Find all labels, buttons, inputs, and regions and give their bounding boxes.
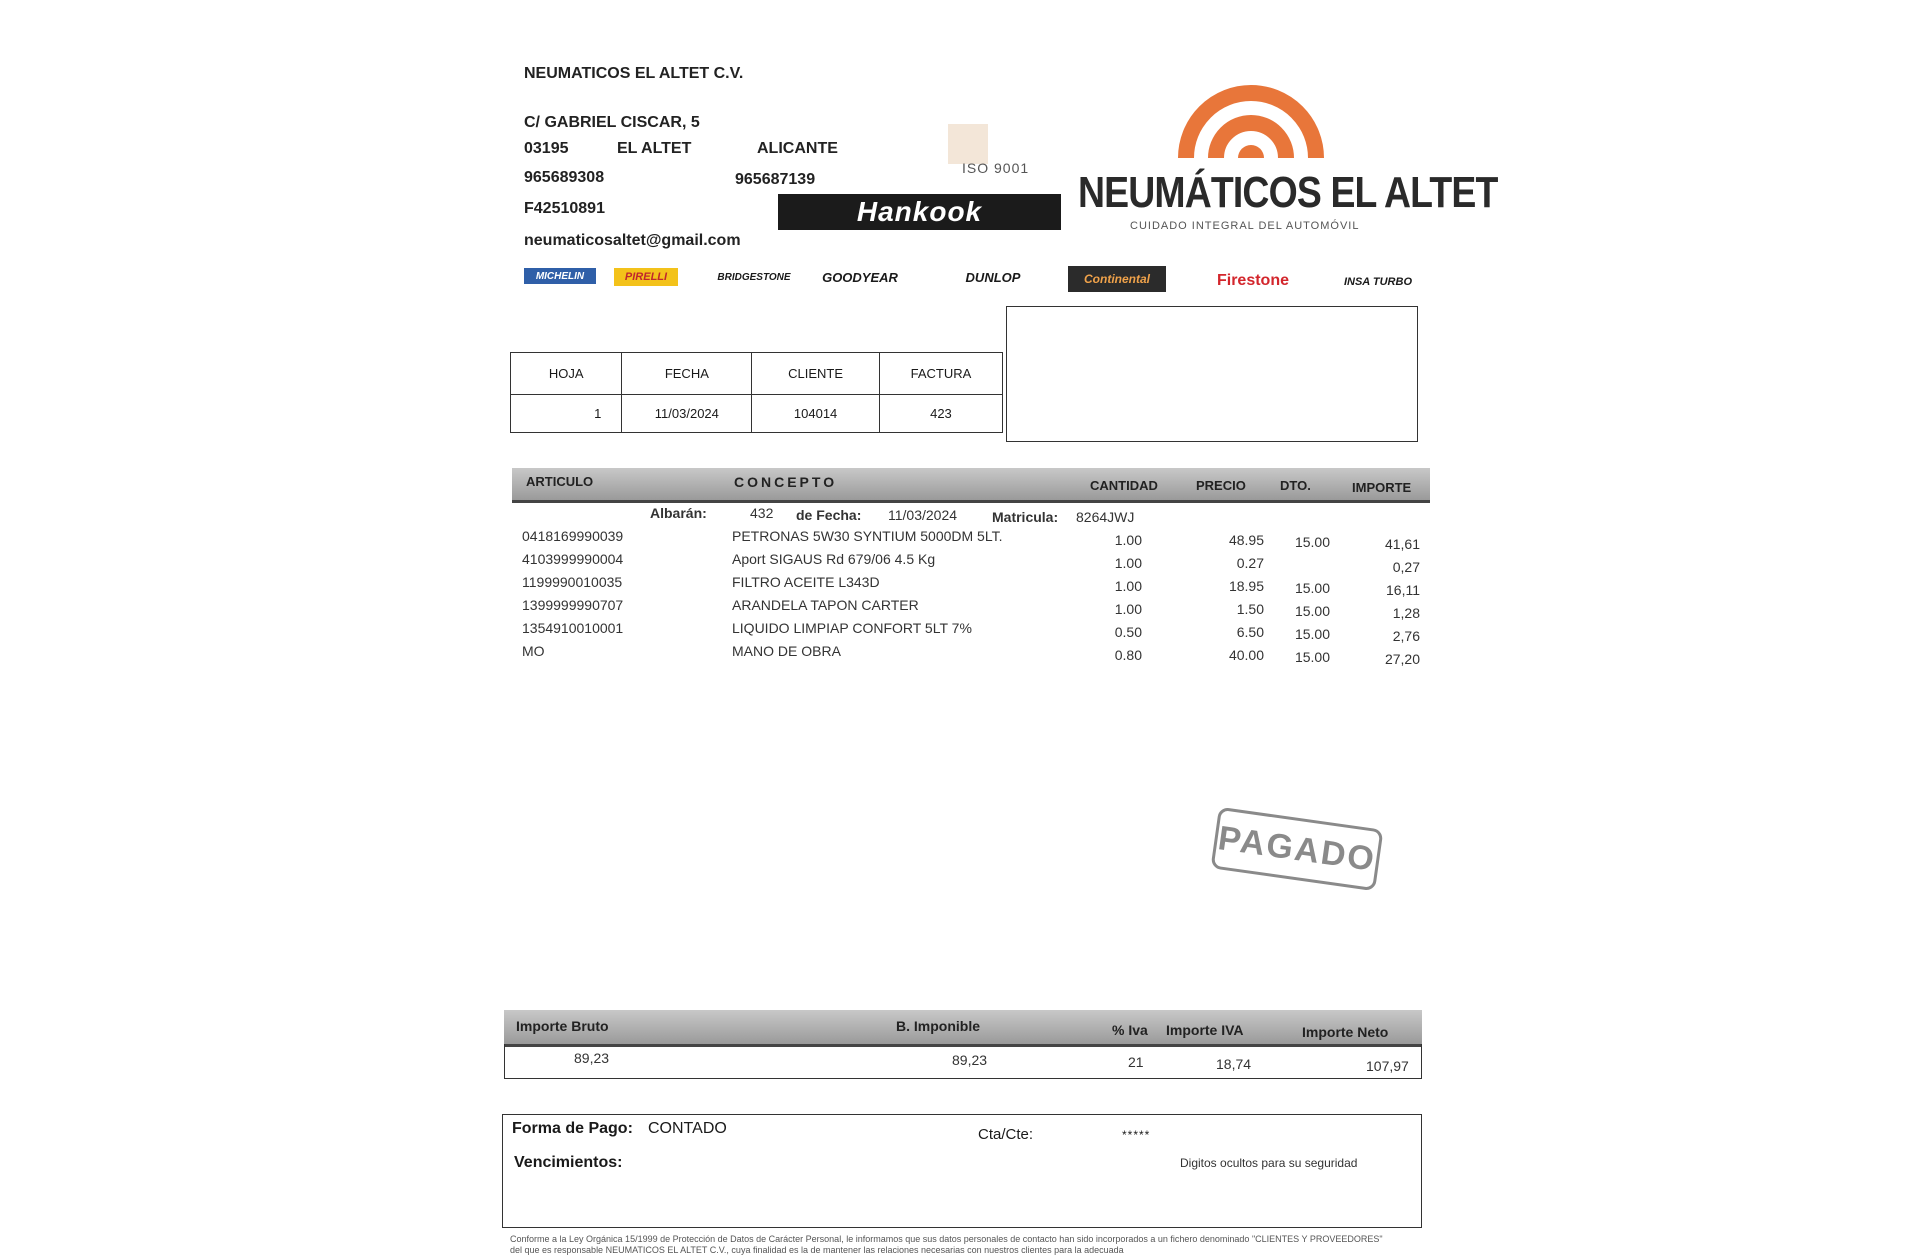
brand-pirelli: PIRELLI	[614, 268, 678, 286]
line-concepto: MANO DE OBRA	[732, 643, 841, 659]
brand-insa-turbo: INSA TURBO	[1343, 276, 1413, 288]
legal-notice: Conforme a la Ley Orgánica 15/1999 de Protección de Datos de Carácter Personal, le informamos que sus datos personales de contacto han sido incorporados a un fichero denominado "CLIENTES Y PROVEEDORES" del que es responsable NEUMATICOS EL ALTET C.V., cuya finalidad es la de mantener las relaciones necesarias con nuestros clientes para la adecuada	[510, 1234, 1383, 1255]
brand-firestone: Firestone	[1216, 272, 1289, 289]
albaran-plate: 8264JWJ	[1076, 509, 1135, 525]
meta-header-cliente: CLIENTE	[752, 353, 880, 395]
company-postcode: 03195	[524, 140, 569, 157]
line-importe: 41,61	[1384, 536, 1420, 552]
line-precio: 6.50	[1236, 624, 1264, 640]
col-articulo: ARTICULO	[526, 474, 594, 489]
total-iva: 18,74	[1216, 1056, 1252, 1072]
albaran-date-label: de Fecha:	[796, 507, 862, 523]
meta-fecha: 11/03/2024	[622, 395, 752, 433]
company-phone: 965689308	[524, 169, 605, 186]
line-articulo: 1354910010001	[522, 620, 624, 636]
line-importe: 27,20	[1384, 651, 1420, 667]
line-cantidad: 0.50	[1114, 624, 1142, 640]
brand-bridgestone: BRIDGESTONE	[717, 271, 791, 283]
line-cantidad: 1.00	[1114, 532, 1142, 548]
total-neto: 107,97	[1366, 1058, 1409, 1074]
brand-goodyear: GOODYEAR	[822, 269, 898, 285]
totals-header-iva: Importe IVA	[1166, 1022, 1244, 1038]
albaran-date: 11/03/2024	[888, 507, 958, 523]
customer-address-box	[1006, 306, 1418, 442]
hidden-digits-note: Digitos ocultos para su seguridad	[1180, 1156, 1358, 1170]
brand-dunlop: DUNLOP	[965, 269, 1021, 285]
payment-method: CONTADO	[648, 1120, 727, 1137]
line-dto: 15.00	[1294, 534, 1330, 550]
logo-rings-icon	[1178, 72, 1324, 160]
meta-cliente: 104014	[752, 395, 880, 433]
meta-hoja: 1	[511, 395, 622, 433]
iso-label: ISO 9001	[962, 160, 1030, 176]
iso-mark-icon	[948, 124, 988, 164]
account-number: *****	[1122, 1128, 1151, 1142]
company-street: C/ GABRIEL CISCAR, 5	[524, 114, 700, 131]
logo-tagline: CUIDADO INTEGRAL DEL AUTOMÓVIL	[1130, 220, 1360, 232]
albaran-number: 432	[750, 505, 774, 521]
line-articulo: 0418169990039	[522, 528, 624, 544]
company-cif: F42510891	[524, 200, 605, 217]
line-dto: 15.00	[1294, 580, 1330, 596]
payment-box	[502, 1114, 1422, 1228]
col-importe: IMPORTE	[1352, 480, 1412, 495]
line-concepto: LIQUIDO LIMPIAP CONFORT 5LT 7%	[732, 620, 972, 636]
line-importe: 16,11	[1386, 582, 1420, 598]
due-dates-label: Vencimientos:	[514, 1154, 623, 1171]
line-importe: 1,28	[1392, 605, 1420, 621]
company-fax: 965687139	[735, 171, 816, 188]
company-province: ALICANTE	[757, 140, 838, 157]
hankook-banner	[778, 194, 1061, 230]
totals-header-iva-pct: % Iva	[1112, 1022, 1148, 1038]
brand-michelin: MICHELIN	[524, 268, 596, 284]
line-articulo: 4103999990004	[522, 551, 624, 567]
line-articulo: 1199990010035	[522, 574, 623, 590]
company-email: neumaticosaltet@gmail.com	[524, 232, 741, 249]
line-precio: 0.27	[1236, 555, 1264, 571]
line-dto: 15.00	[1294, 626, 1330, 642]
line-importe: 0,27	[1392, 559, 1420, 575]
line-importe: 2,76	[1392, 628, 1420, 644]
line-concepto: FILTRO ACEITE L343D	[732, 574, 880, 590]
company-town: EL ALTET	[617, 140, 692, 157]
total-iva-pct: 21	[1128, 1054, 1144, 1070]
col-precio: PRECIO	[1196, 478, 1246, 493]
line-concepto: ARANDELA TAPON CARTER	[732, 597, 919, 613]
totals-header-neto: Importe Neto	[1302, 1024, 1389, 1040]
meta-header-hoja: HOJA	[511, 353, 622, 395]
line-articulo: 1399999990707	[522, 597, 624, 613]
line-precio: 48.95	[1228, 532, 1264, 548]
line-cantidad: 0.80	[1114, 647, 1142, 663]
line-cantidad: 1.00	[1114, 555, 1142, 571]
col-dto: DTO.	[1280, 478, 1311, 493]
hankook-label: Hankook	[856, 196, 983, 227]
line-articulo: MO	[522, 643, 545, 659]
line-precio: 18.95	[1228, 578, 1264, 594]
albaran-label: Albarán:	[650, 505, 707, 521]
line-dto: 15.00	[1294, 603, 1330, 619]
total-base: 89,23	[952, 1052, 988, 1068]
invoice-meta-table	[510, 352, 1003, 433]
line-dto: 15.00	[1294, 649, 1330, 665]
payment-method-label: Forma de Pago:	[512, 1120, 633, 1137]
account-label: Cta/Cte:	[978, 1126, 1034, 1143]
brand-continental: Continental	[1068, 266, 1166, 292]
total-bruto: 89,23	[574, 1050, 610, 1066]
meta-header-factura: FACTURA	[879, 353, 1002, 395]
line-precio: 40.00	[1228, 647, 1264, 663]
meta-header-fecha: FECHA	[622, 353, 752, 395]
totals-header-base: B. Imponible	[896, 1018, 980, 1034]
line-precio: 1.50	[1236, 601, 1264, 617]
col-cantidad: CANTIDAD	[1090, 478, 1158, 493]
logo-title: NEUMÁTICOS EL ALTET	[1078, 168, 1498, 217]
col-concepto: CONCEPTO	[734, 474, 838, 490]
line-concepto: Aport SIGAUS Rd 679/06 4.5 Kg	[732, 551, 936, 567]
meta-factura: 423	[879, 395, 1002, 433]
company-name: NEUMATICOS EL ALTET C.V.	[524, 65, 744, 82]
line-cantidad: 1.00	[1114, 578, 1142, 594]
line-concepto: PETRONAS 5W30 SYNTIUM 5000DM 5LT.	[732, 528, 1003, 544]
line-cantidad: 1.00	[1114, 601, 1142, 617]
albaran-plate-label: Matricula:	[992, 509, 1059, 525]
paid-stamp: PAGADO	[1210, 807, 1383, 891]
totals-header-bruto: Importe Bruto	[516, 1018, 609, 1034]
